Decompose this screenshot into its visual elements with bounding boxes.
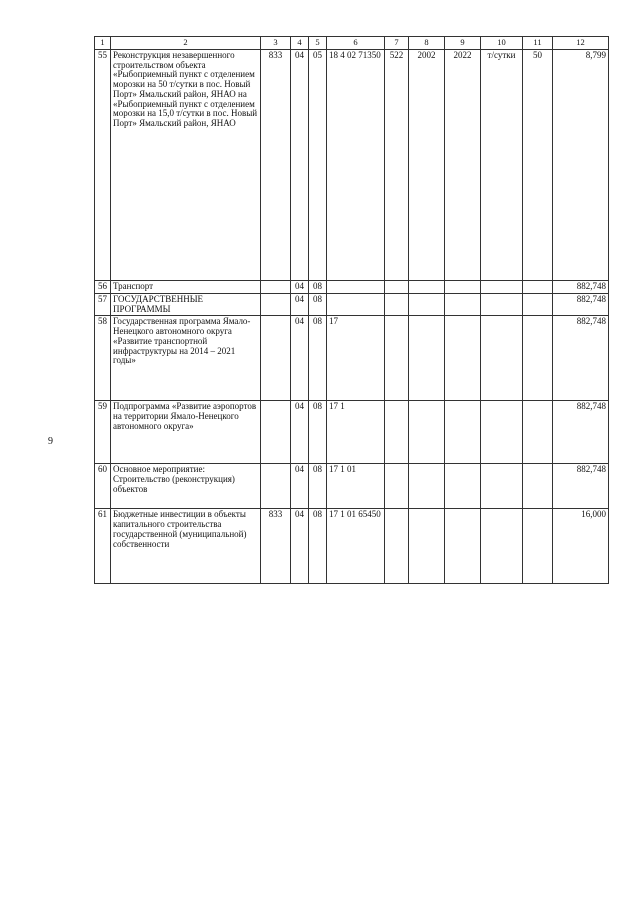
table-row xyxy=(95,401,609,464)
column-header: 8 xyxy=(409,37,445,50)
unit-cell xyxy=(481,509,523,584)
section-cell: 04 xyxy=(291,281,309,294)
target-article-cell: 17 xyxy=(327,316,385,401)
row-name: Государственная программа Ямало-Ненецкого автономного округа «Развитие транспортной инфраструктуры на 2014 – 2021 годы» xyxy=(111,316,261,401)
row-name: Реконструкция незавершенного строительством объекта «Рыбоприемный пункт с отделением морозки на 50 т/сутки в пос. Новый Порт» Ямальский район, ЯНАО на «Рыбоприемный пункт с отделением морозки на 15,0 т/сутки в пос. Новый Порт» Ямальский район, ЯНАО xyxy=(111,50,261,281)
subsection-cell: 08 xyxy=(309,316,327,401)
amount-cell: 882,748 xyxy=(553,294,609,316)
unit-cell xyxy=(481,294,523,316)
start-year-cell: 2002 xyxy=(409,50,445,281)
code-cell xyxy=(261,464,291,509)
section-cell: 04 xyxy=(291,464,309,509)
code-cell xyxy=(261,316,291,401)
unit-cell xyxy=(481,281,523,294)
subsection-cell: 08 xyxy=(309,294,327,316)
page-number: 9 xyxy=(48,436,53,447)
section-cell: 04 xyxy=(291,401,309,464)
row-number: 55 xyxy=(95,50,111,281)
unit-cell: т/сутки xyxy=(481,50,523,281)
start-year-cell xyxy=(409,281,445,294)
capacity-cell xyxy=(523,316,553,401)
column-header: 11 xyxy=(523,37,553,50)
budget-table-sheet xyxy=(94,36,608,846)
table-row xyxy=(95,316,609,401)
table-row xyxy=(95,509,609,584)
expense-type-cell xyxy=(385,316,409,401)
column-header: 4 xyxy=(291,37,309,50)
expense-type-cell xyxy=(385,294,409,316)
amount-cell: 882,748 xyxy=(553,316,609,401)
table-row xyxy=(95,294,609,316)
target-article-cell: 17 1 xyxy=(327,401,385,464)
column-header: 1 xyxy=(95,37,111,50)
table-row xyxy=(95,50,609,281)
row-number: 61 xyxy=(95,509,111,584)
column-header: 7 xyxy=(385,37,409,50)
code-cell xyxy=(261,401,291,464)
target-article-cell xyxy=(327,294,385,316)
column-header: 6 xyxy=(327,37,385,50)
row-name: Основное мероприятие: Строительство (реконструкция) объектов xyxy=(111,464,261,509)
expense-type-cell xyxy=(385,464,409,509)
code-cell xyxy=(261,294,291,316)
section-cell: 04 xyxy=(291,316,309,401)
subsection-cell: 08 xyxy=(309,401,327,464)
amount-cell: 8,799 xyxy=(553,50,609,281)
amount-cell: 16,000 xyxy=(553,509,609,584)
column-header: 5 xyxy=(309,37,327,50)
subsection-cell: 08 xyxy=(309,281,327,294)
subsection-cell: 08 xyxy=(309,509,327,584)
row-number: 60 xyxy=(95,464,111,509)
column-header: 9 xyxy=(445,37,481,50)
amount-cell: 882,748 xyxy=(553,281,609,294)
section-cell: 04 xyxy=(291,509,309,584)
start-year-cell xyxy=(409,294,445,316)
expense-type-cell xyxy=(385,281,409,294)
column-header: 10 xyxy=(481,37,523,50)
row-name: Подпрограмма «Развитие аэропортов на территории Ямало-Ненецкого автономного округа» xyxy=(111,401,261,464)
amount-cell: 882,748 xyxy=(553,464,609,509)
capacity-cell: 50 xyxy=(523,50,553,281)
capacity-cell xyxy=(523,294,553,316)
start-year-cell xyxy=(409,401,445,464)
capacity-cell xyxy=(523,509,553,584)
row-number: 57 xyxy=(95,294,111,316)
row-number: 59 xyxy=(95,401,111,464)
subsection-cell: 05 xyxy=(309,50,327,281)
amount-cell: 882,748 xyxy=(553,401,609,464)
start-year-cell xyxy=(409,464,445,509)
column-header: 2 xyxy=(111,37,261,50)
column-header: 12 xyxy=(553,37,609,50)
row-number: 58 xyxy=(95,316,111,401)
end-year-cell xyxy=(445,464,481,509)
target-article-cell xyxy=(327,281,385,294)
end-year-cell xyxy=(445,281,481,294)
end-year-cell: 2022 xyxy=(445,50,481,281)
expense-type-cell xyxy=(385,401,409,464)
table-row xyxy=(95,464,609,509)
capacity-cell xyxy=(523,401,553,464)
row-number: 56 xyxy=(95,281,111,294)
target-article-cell: 17 1 01 65450 xyxy=(327,509,385,584)
code-cell xyxy=(261,281,291,294)
row-name: Бюджетные инвестиции в объекты капитального строительства государственной (муниципальной) собственности xyxy=(111,509,261,584)
column-header: 3 xyxy=(261,37,291,50)
capacity-cell xyxy=(523,464,553,509)
expense-type-cell xyxy=(385,509,409,584)
end-year-cell xyxy=(445,316,481,401)
row-name: ГОСУДАРСТВЕННЫЕ ПРОГРАММЫ xyxy=(111,294,261,316)
code-cell: 833 xyxy=(261,509,291,584)
section-cell: 04 xyxy=(291,50,309,281)
header-row xyxy=(95,37,609,50)
unit-cell xyxy=(481,464,523,509)
budget-table xyxy=(94,36,609,584)
end-year-cell xyxy=(445,294,481,316)
code-cell: 833 xyxy=(261,50,291,281)
start-year-cell xyxy=(409,509,445,584)
subsection-cell: 08 xyxy=(309,464,327,509)
end-year-cell xyxy=(445,509,481,584)
end-year-cell xyxy=(445,401,481,464)
unit-cell xyxy=(481,316,523,401)
start-year-cell xyxy=(409,316,445,401)
unit-cell xyxy=(481,401,523,464)
target-article-cell: 17 1 01 xyxy=(327,464,385,509)
section-cell: 04 xyxy=(291,294,309,316)
capacity-cell xyxy=(523,281,553,294)
table-row xyxy=(95,281,609,294)
row-name: Транспорт xyxy=(111,281,261,294)
target-article-cell: 18 4 02 71350 xyxy=(327,50,385,281)
expense-type-cell: 522 xyxy=(385,50,409,281)
